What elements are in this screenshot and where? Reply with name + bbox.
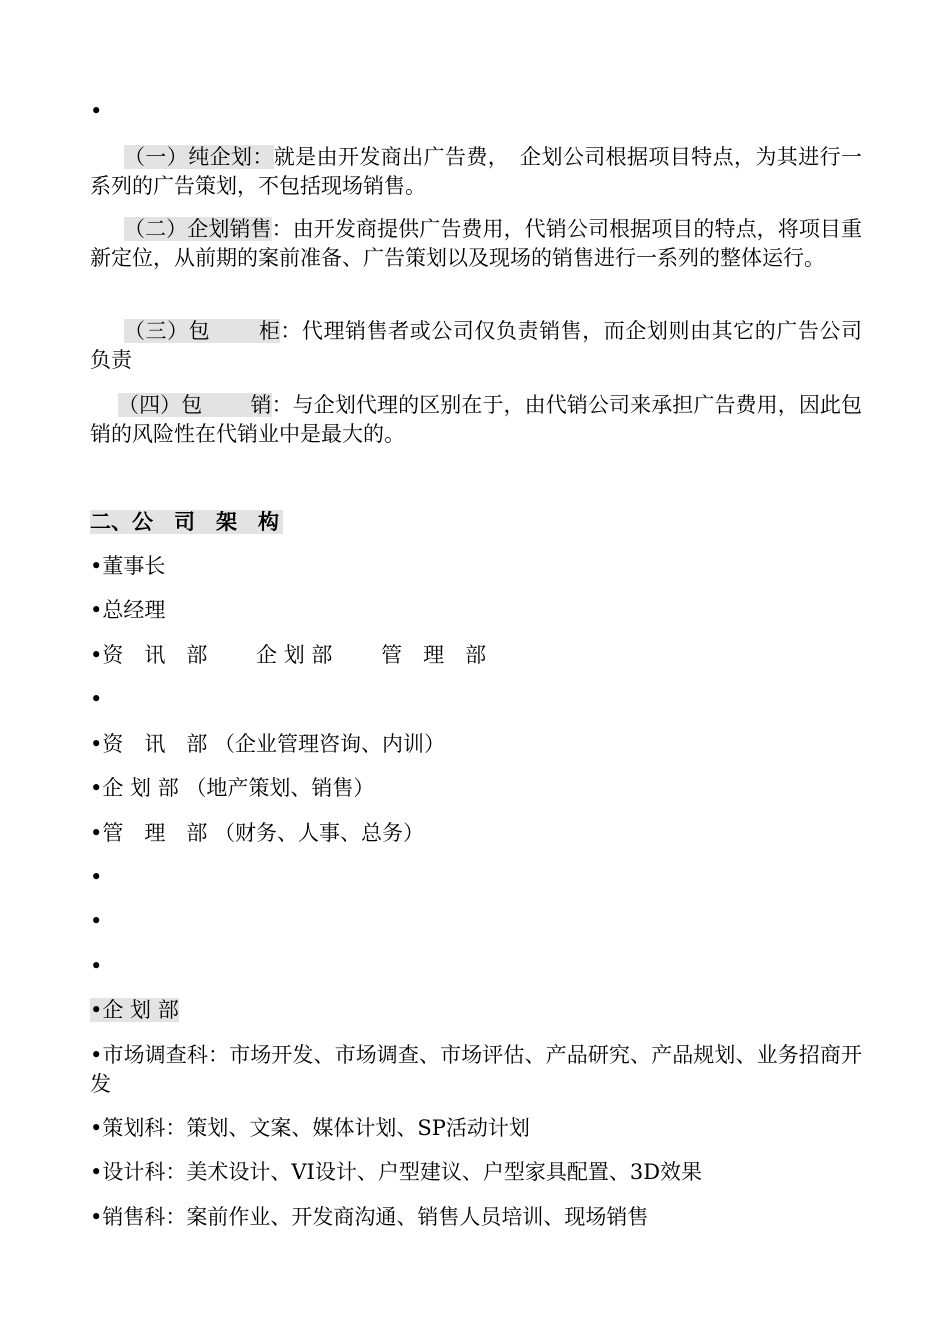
section-heading-company-structure: 二、公 司 架 构 xyxy=(90,508,862,537)
list-item-departments: •资 讯 部 企 划 部 管 理 部 xyxy=(90,643,487,667)
paragraph-exclusive-sales xyxy=(90,391,862,449)
list-item-info-dept: •资 讯 部 （企业管理咨询、内训） xyxy=(90,732,446,756)
bullet-empty: • xyxy=(90,99,103,123)
paragraph-pure-planning xyxy=(90,143,862,201)
list-item-design-section: •设计科：美术设计、VI设计、户型建议、户型家具配置、3D效果 xyxy=(90,1160,703,1184)
list-item-planning-dept: •企 划 部 （地产策划、销售） xyxy=(90,776,375,800)
list-item-management-dept: •管 理 部 （财务、人事、总务） xyxy=(90,821,425,845)
section-heading-planning-dept: •企 划 部 xyxy=(90,998,179,1022)
label-planning-sales: （二）企划销售 xyxy=(124,217,272,241)
label-exclusive-sales: （四）包 销 xyxy=(118,393,272,417)
paragraph-counter xyxy=(90,317,862,375)
list-item-planning-section: •策划科：策划、文案、媒体计划、SP活动计划 xyxy=(90,1116,530,1140)
list-item-chairman: •董事长 xyxy=(90,554,166,578)
bullet-empty: • xyxy=(90,687,103,711)
bullet-empty: • xyxy=(90,909,103,933)
text-exclusive-sales: ：与企划代理的区别在于，由代销公司来承担广告费用，因此包销的风险性在代销业中是最大的。 xyxy=(90,393,863,446)
text-planning-sales: ：由开发商提供广告费用，代销公司根据项目的特点，将项目重新定位，从前期的案前准备、广告策划以及现场的销售进行一系列的整体运行。 xyxy=(90,217,863,270)
text-pure-planning: 就是由开发商出广告费， 企划公司根据项目特点，为其进行一系列的广告策划，不包括现场销售。 xyxy=(90,145,862,198)
list-item-market-research: •市场调查科：市场开发、市场调查、市场评估、产品研究、产品规划、业务招商开发 xyxy=(90,1043,862,1096)
label-pure-planning: （一）纯企划： xyxy=(124,145,274,169)
bullet-empty: • xyxy=(90,954,103,978)
bullet-empty: • xyxy=(90,865,103,889)
paragraph-planning-sales xyxy=(90,215,862,273)
label-counter: （三）包 柜 xyxy=(124,319,281,343)
list-item-sales-section: •销售科：案前作业、开发商沟通、销售人员培训、现场销售 xyxy=(90,1205,649,1229)
list-item-general-manager: •总经理 xyxy=(90,598,166,622)
text-counter: ：代理销售者或公司仅负责销售，而企划则由其它的广告公司负责 xyxy=(90,319,862,372)
